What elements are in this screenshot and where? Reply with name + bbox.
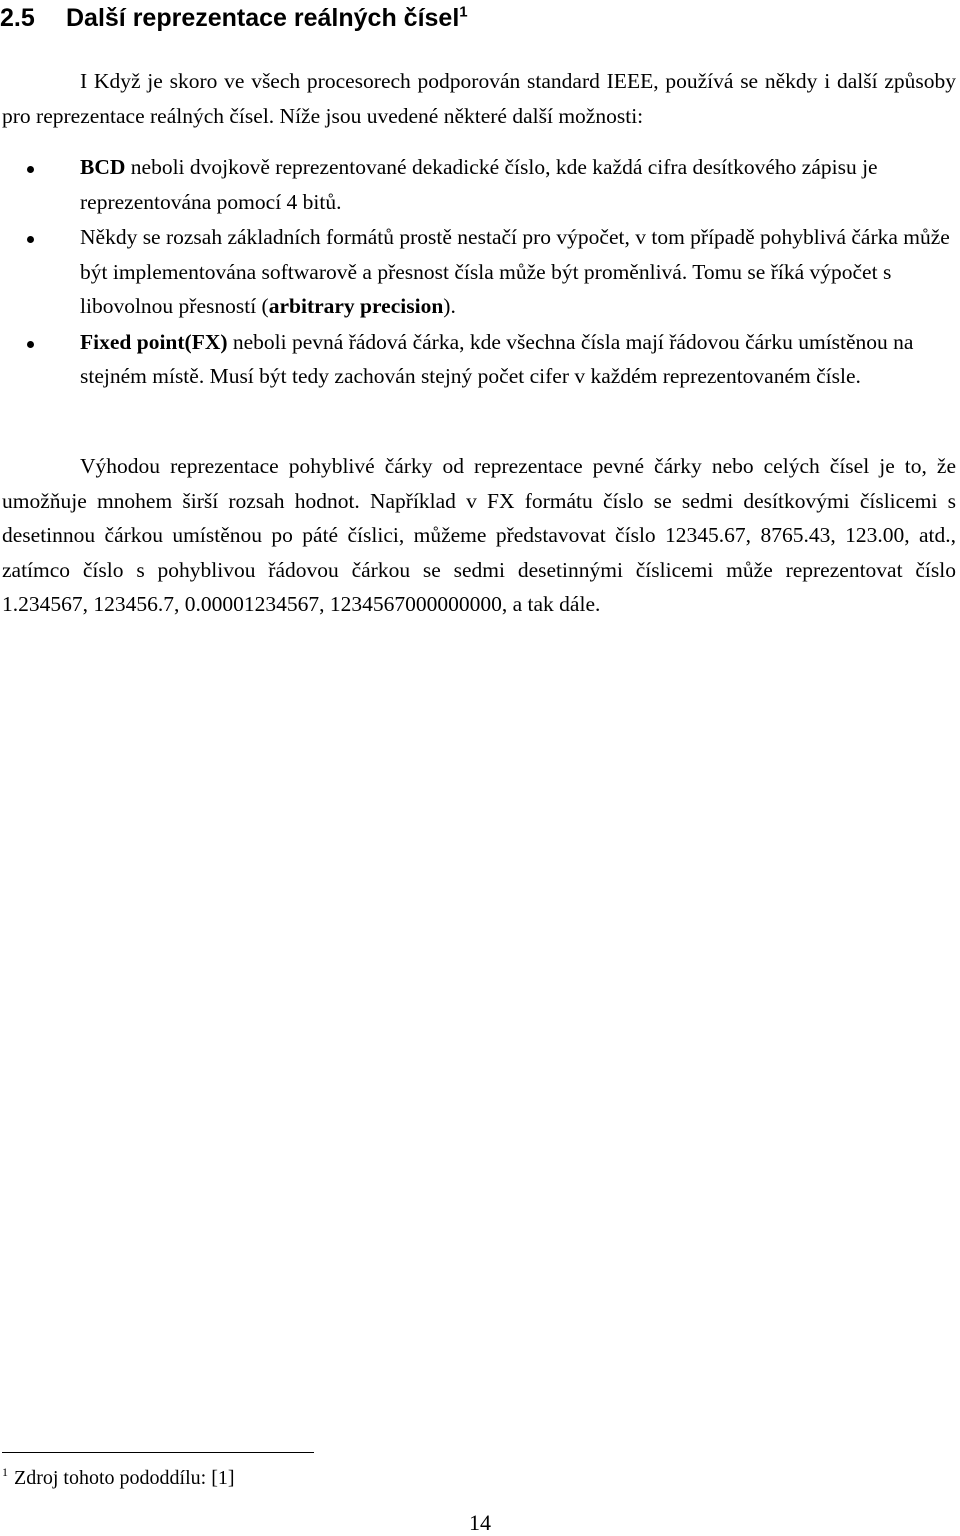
intro-paragraph: I Když je skoro ve všech procesorech podporován standard IEEE, používá se někdy i další způsoby pro reprezentace reálných čísel. Níže jsou uvedené některé další možnosti:: [2, 69, 956, 128]
bullet-icon: [27, 236, 34, 243]
list-item-bcd: [0, 150, 956, 219]
list-item-text: Někdy se rozsah základních formátů prostě nestačí pro výpočet, v tom případě pohyblivá čárka může být implementována softwarově a přesnost čísla může být proměnlivá. Tomu se říká výpočet s libovolnou přesností (: [80, 225, 950, 318]
footnote-text: Zdroj tohoto pododdílu: [1]: [14, 1467, 235, 1489]
term-bcd: BCD: [80, 155, 126, 179]
page-number: 14: [469, 1510, 491, 1535]
section-number: 2.5: [0, 4, 35, 32]
term-fixed-point: Fixed point(FX): [80, 329, 228, 354]
list-item-text-after: ).: [443, 294, 456, 318]
section-heading: [0, 2, 468, 34]
bullet-icon: [27, 166, 34, 173]
footnote-marker: 1: [2, 1465, 8, 1480]
list-item-arbitrary-precision: [0, 220, 956, 324]
bullet-icon: [27, 341, 34, 348]
footnote: [2, 1465, 235, 1491]
list-item-text: neboli dvojkově reprezentované dekadické číslo, kde každá cifra desítkového zápisu je reprezentována pomocí 4 bitů.: [80, 155, 878, 214]
footnote-separator: [2, 1452, 314, 1453]
term-arbitrary-precision: arbitrary precision: [268, 294, 444, 318]
footnote-reference: 1: [459, 3, 468, 21]
body-paragraph: Výhodou reprezentace pohyblivé čárky od reprezentace pevné čárky nebo celých čísel je to, že umožňuje mnohem širší rozsah hodnot. Například v FX formátu číslo se sedmi desítkovými číslicemi s desetinnou čárkou umístěnou po páté číslici, můžeme představovat číslo 12345.67, 8765.43, 123.00, atd., zatímco číslo s pohyblivou řádovou čárkou se sedmi desetinnými číslicemi může reprezentovat číslo 1.234567, 123456.7, 0.00001234567, 1234567000000000, a tak dále.: [2, 454, 956, 616]
list-item-text: neboli pevná řádová čárka, kde všechna čísla mají řádovou čárku umístěnou na stejném místě. Musí být tedy zachován stejný počet cifer v každém reprezentovaném čísle.: [80, 329, 914, 388]
bullet-list: [0, 150, 956, 395]
section-title: Další reprezentace reálných čísel: [66, 4, 460, 32]
list-item-fixed-point: [0, 325, 956, 394]
